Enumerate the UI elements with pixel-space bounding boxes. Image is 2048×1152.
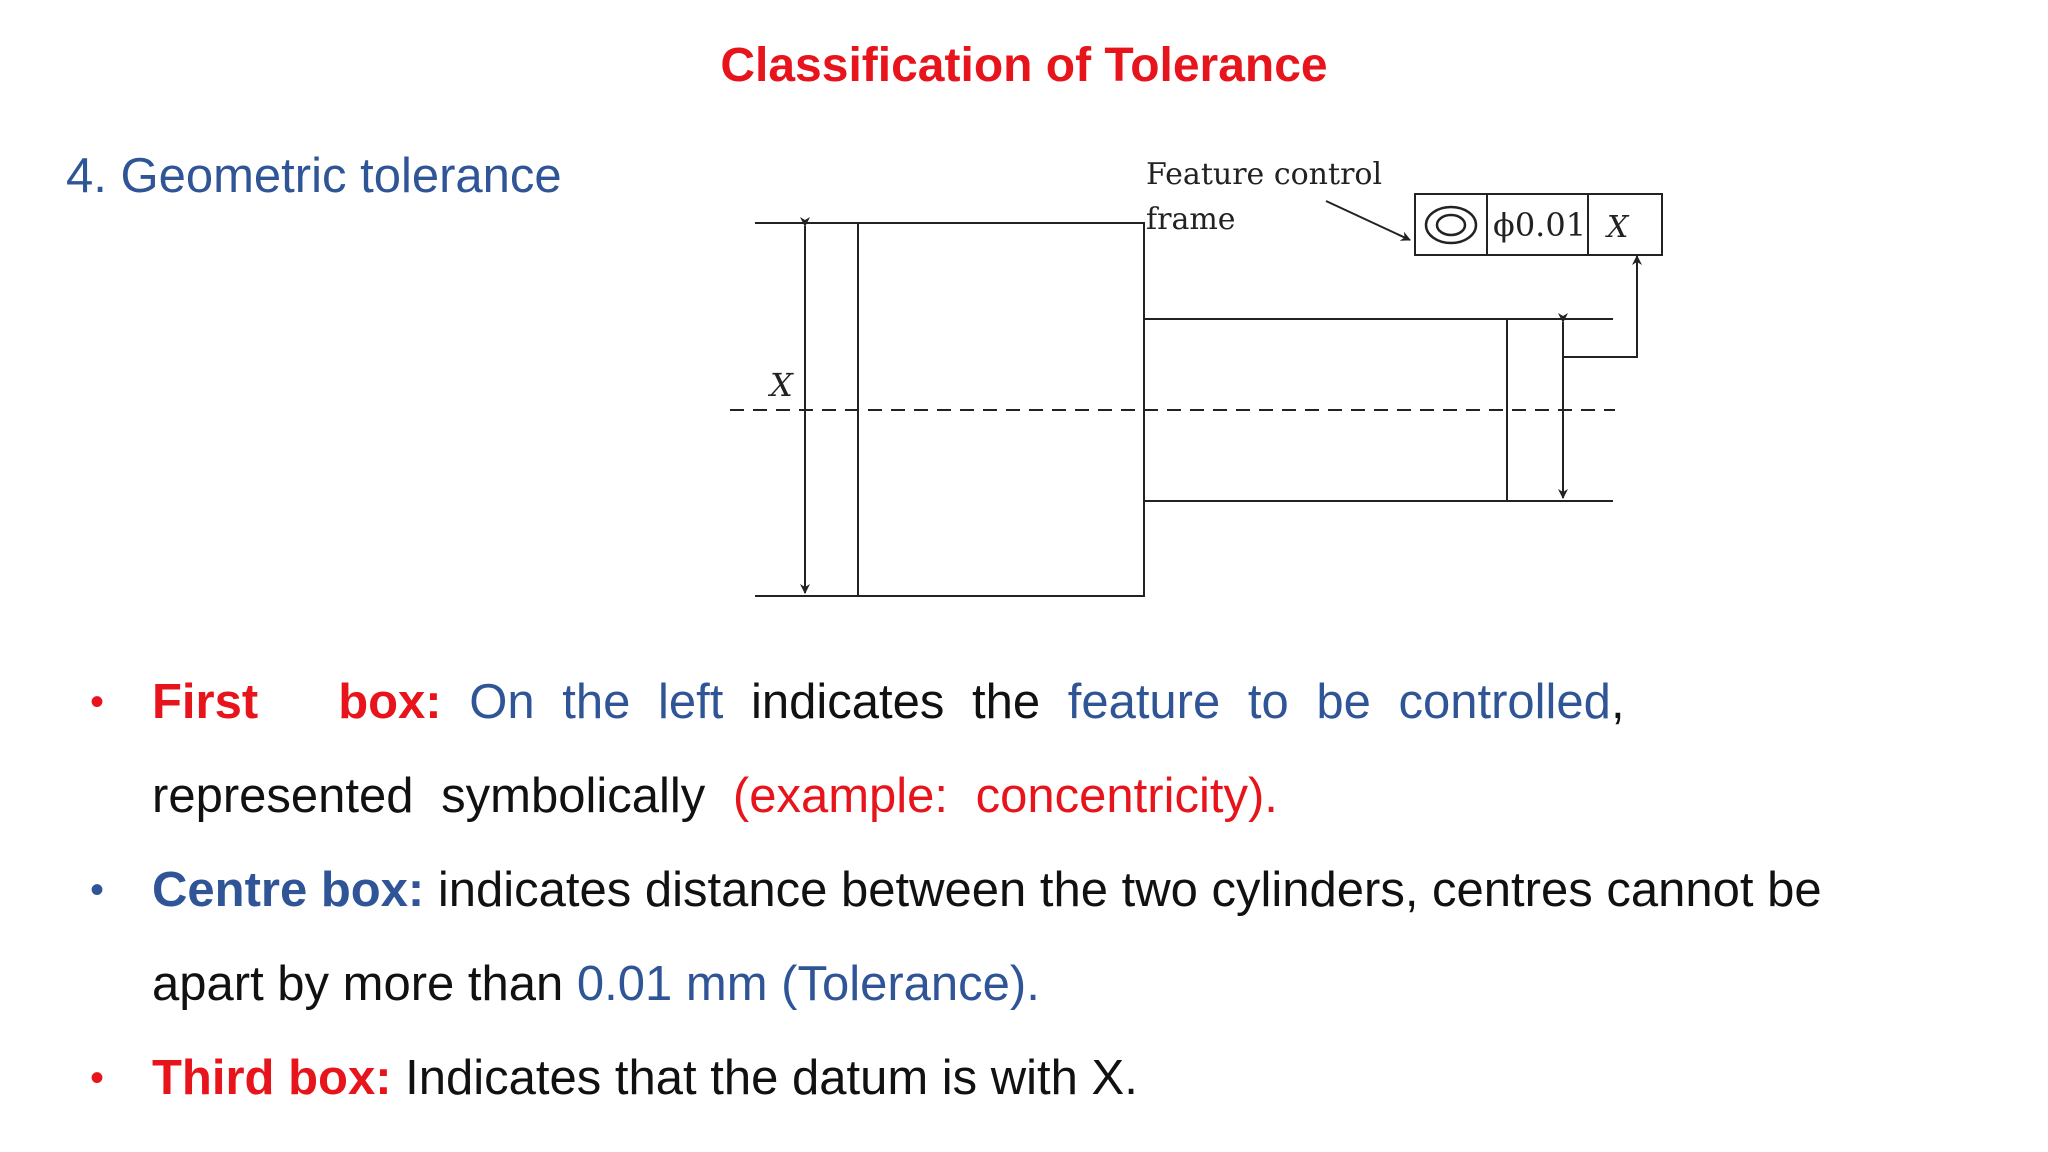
frame-label-line1: Feature control — [1146, 157, 1383, 192]
bullet-dot: • — [90, 680, 105, 724]
bullet-centre-text-2: apart by more than — [152, 957, 564, 1011]
frame-tolerance-value: ϕ0.01 — [1493, 206, 1587, 244]
bullet-list — [90, 655, 1970, 1125]
bullet-third-heading: Third box: — [152, 1051, 392, 1105]
bullet-centre-box — [90, 843, 1970, 1031]
bullet-centre-text-1: indicates distance between the two cylinders, centres cannot be — [437, 863, 1822, 917]
bullet-first-heading: First — [152, 675, 259, 729]
bullet-first-text-3: feature to be controlled — [1067, 675, 1611, 729]
bullet-first-text-5: represented symbolically — [152, 769, 706, 823]
bullet-first-comma: , — [1610, 675, 1625, 729]
bullet-centre-heading: Centre box: — [152, 863, 425, 917]
frame-label-leader — [1326, 201, 1410, 240]
bullet-first-text-2: indicates the — [750, 675, 1041, 729]
bullet-dot: • — [90, 868, 105, 912]
bullet-centre-tolerance: 0.01 mm (Tolerance). — [576, 957, 1040, 1011]
frame-datum: X — [1607, 210, 1629, 245]
bullet-third-box — [90, 1031, 1970, 1125]
bullet-first-heading-suffix: box: — [338, 675, 442, 729]
bullet-first-box — [90, 655, 1970, 843]
slide-title: Classification of Tolerance — [720, 39, 1328, 92]
bullet-third-text: Indicates that the datum is with X. — [405, 1051, 1138, 1105]
bullet-first-text-1: On the left — [469, 675, 724, 729]
bullet-dot: • — [90, 1056, 105, 1100]
dimension-label-x: X — [770, 366, 793, 404]
leader-to-frame — [1563, 256, 1637, 357]
concentricity-symbol-icon — [1426, 207, 1476, 243]
frame-label-line2: frame — [1146, 202, 1236, 237]
bullet-first-example: (example: concentricity). — [732, 769, 1278, 823]
section-heading: 4. Geometric tolerance — [66, 149, 562, 203]
feature-control-frame — [1415, 194, 1662, 255]
